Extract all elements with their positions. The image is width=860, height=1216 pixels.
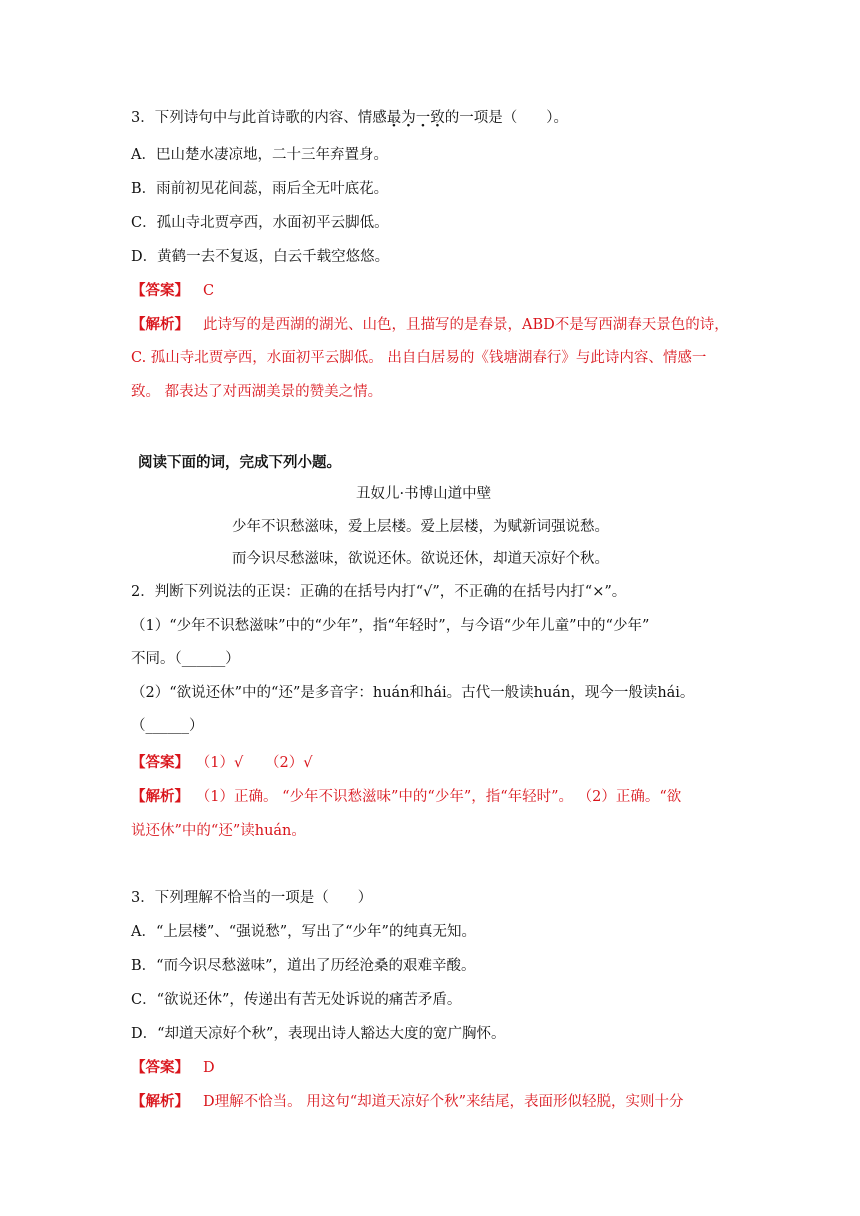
answer-value: D [203, 1060, 215, 1076]
analysis-row [131, 318, 729, 333]
answer-value: （1）√ （2）√ [203, 755, 313, 771]
answer-row [131, 756, 312, 771]
question-text: 3．下列诗句中与此首诗歌的内容、情感 [131, 110, 387, 126]
analysis-tag: 【解析】 [131, 1093, 189, 1110]
option-a: A．巴山楚水凄凉地，二十三年弃置身。 [131, 147, 388, 163]
poem-line: 而今识尽愁滋味，欲说还休。欲说还休，却道天凉好个秋。 [232, 551, 609, 567]
analysis-text: 说还休”中的“还”读huán。 [131, 823, 306, 839]
question-2: 2．判断下列说法的正误：正确的在括号内打“√”，不正确的在括号内打“×”。 [131, 584, 627, 600]
emphasis-char: 为 [401, 110, 416, 126]
analysis-tag: 【解析】 [131, 788, 189, 805]
answer-row [131, 284, 214, 299]
item-2-blank: （______） [131, 718, 204, 734]
item-1-blank: 不同。（______） [131, 651, 240, 667]
option-b: B．“而今识尽愁滋味”，道出了历经沧桑的艰难辛酸。 [131, 958, 476, 974]
option-a: A．“上层楼”、“强说愁”，写出了“少年”的纯真无知。 [131, 924, 476, 940]
poem-line: 少年不识愁滋味，爱上层楼。爱上层楼，为赋新词强说愁。 [232, 519, 609, 535]
analysis-row [131, 790, 681, 805]
poem-title: 丑奴儿·书博山道中壁 [356, 486, 492, 502]
answer-tag: 【答案】 [131, 1059, 189, 1076]
analysis-row [131, 1095, 684, 1110]
option-c: C．孤山寺北贾亭西，水面初平云脚低。 [131, 215, 389, 231]
analysis-text: （1）正确。 “少年不识愁滋味”中的“少年”，指“年轻时”。 （2）正确。“欲 [203, 789, 682, 805]
emphasis-char: 致 [430, 110, 445, 126]
analysis-text: 致。 都表达了对西湖美景的赞美之情。 [131, 384, 383, 400]
emphasis-char: 最 [386, 110, 402, 126]
analysis-text: D理解不恰当。 用这句“却道天凉好个秋”来结尾，表面形似轻脱，实则十分 [203, 1094, 684, 1110]
answer-tag: 【答案】 [131, 282, 189, 299]
analysis-text: C. 孤山寺北贾亭西，水面初平云脚低。 出自白居易的《钱塘湖春行》与此诗内容、情感一 [131, 350, 707, 366]
answer-row [131, 1061, 215, 1076]
option-d: D．黄鹤一去不复返，白云千载空悠悠。 [131, 249, 390, 265]
answer-value: C [203, 283, 215, 299]
question-3-first [131, 111, 568, 126]
option-d: D．“却道天凉好个秋”，表现出诗人豁达大度的宽广胸怀。 [131, 1026, 506, 1042]
option-c: C．“欲说还休”，传递出有苦无处诉说的痛苦矛盾。 [131, 992, 462, 1008]
reading-intro: 阅读下面的词，完成下列小题。 [138, 454, 341, 471]
question-text-end: 的一项是（ ）。 [444, 110, 568, 126]
question-3-second: 3．下列理解不恰当的一项是（ ） [131, 890, 373, 906]
item-1: （1）“少年不识愁滋味”中的“少年”，指“年轻时”，与今语“少年儿童”中的“少年” [131, 618, 650, 634]
item-2: （2）“欲说还休”中的“还”是多音字：huán和hái。古代一般读huán，现今一般读hái。 [131, 685, 695, 701]
option-b: B．雨前初见花间蕊，雨后全无叶底花。 [131, 181, 389, 197]
answer-tag: 【答案】 [131, 754, 189, 771]
emphasis-char: 一 [415, 110, 431, 126]
analysis-tag: 【解析】 [131, 316, 189, 333]
analysis-text: 此诗写的是西湖的湖光、山色，且描写的是春景，ABD不是写西湖春天景色的诗， [203, 317, 729, 333]
